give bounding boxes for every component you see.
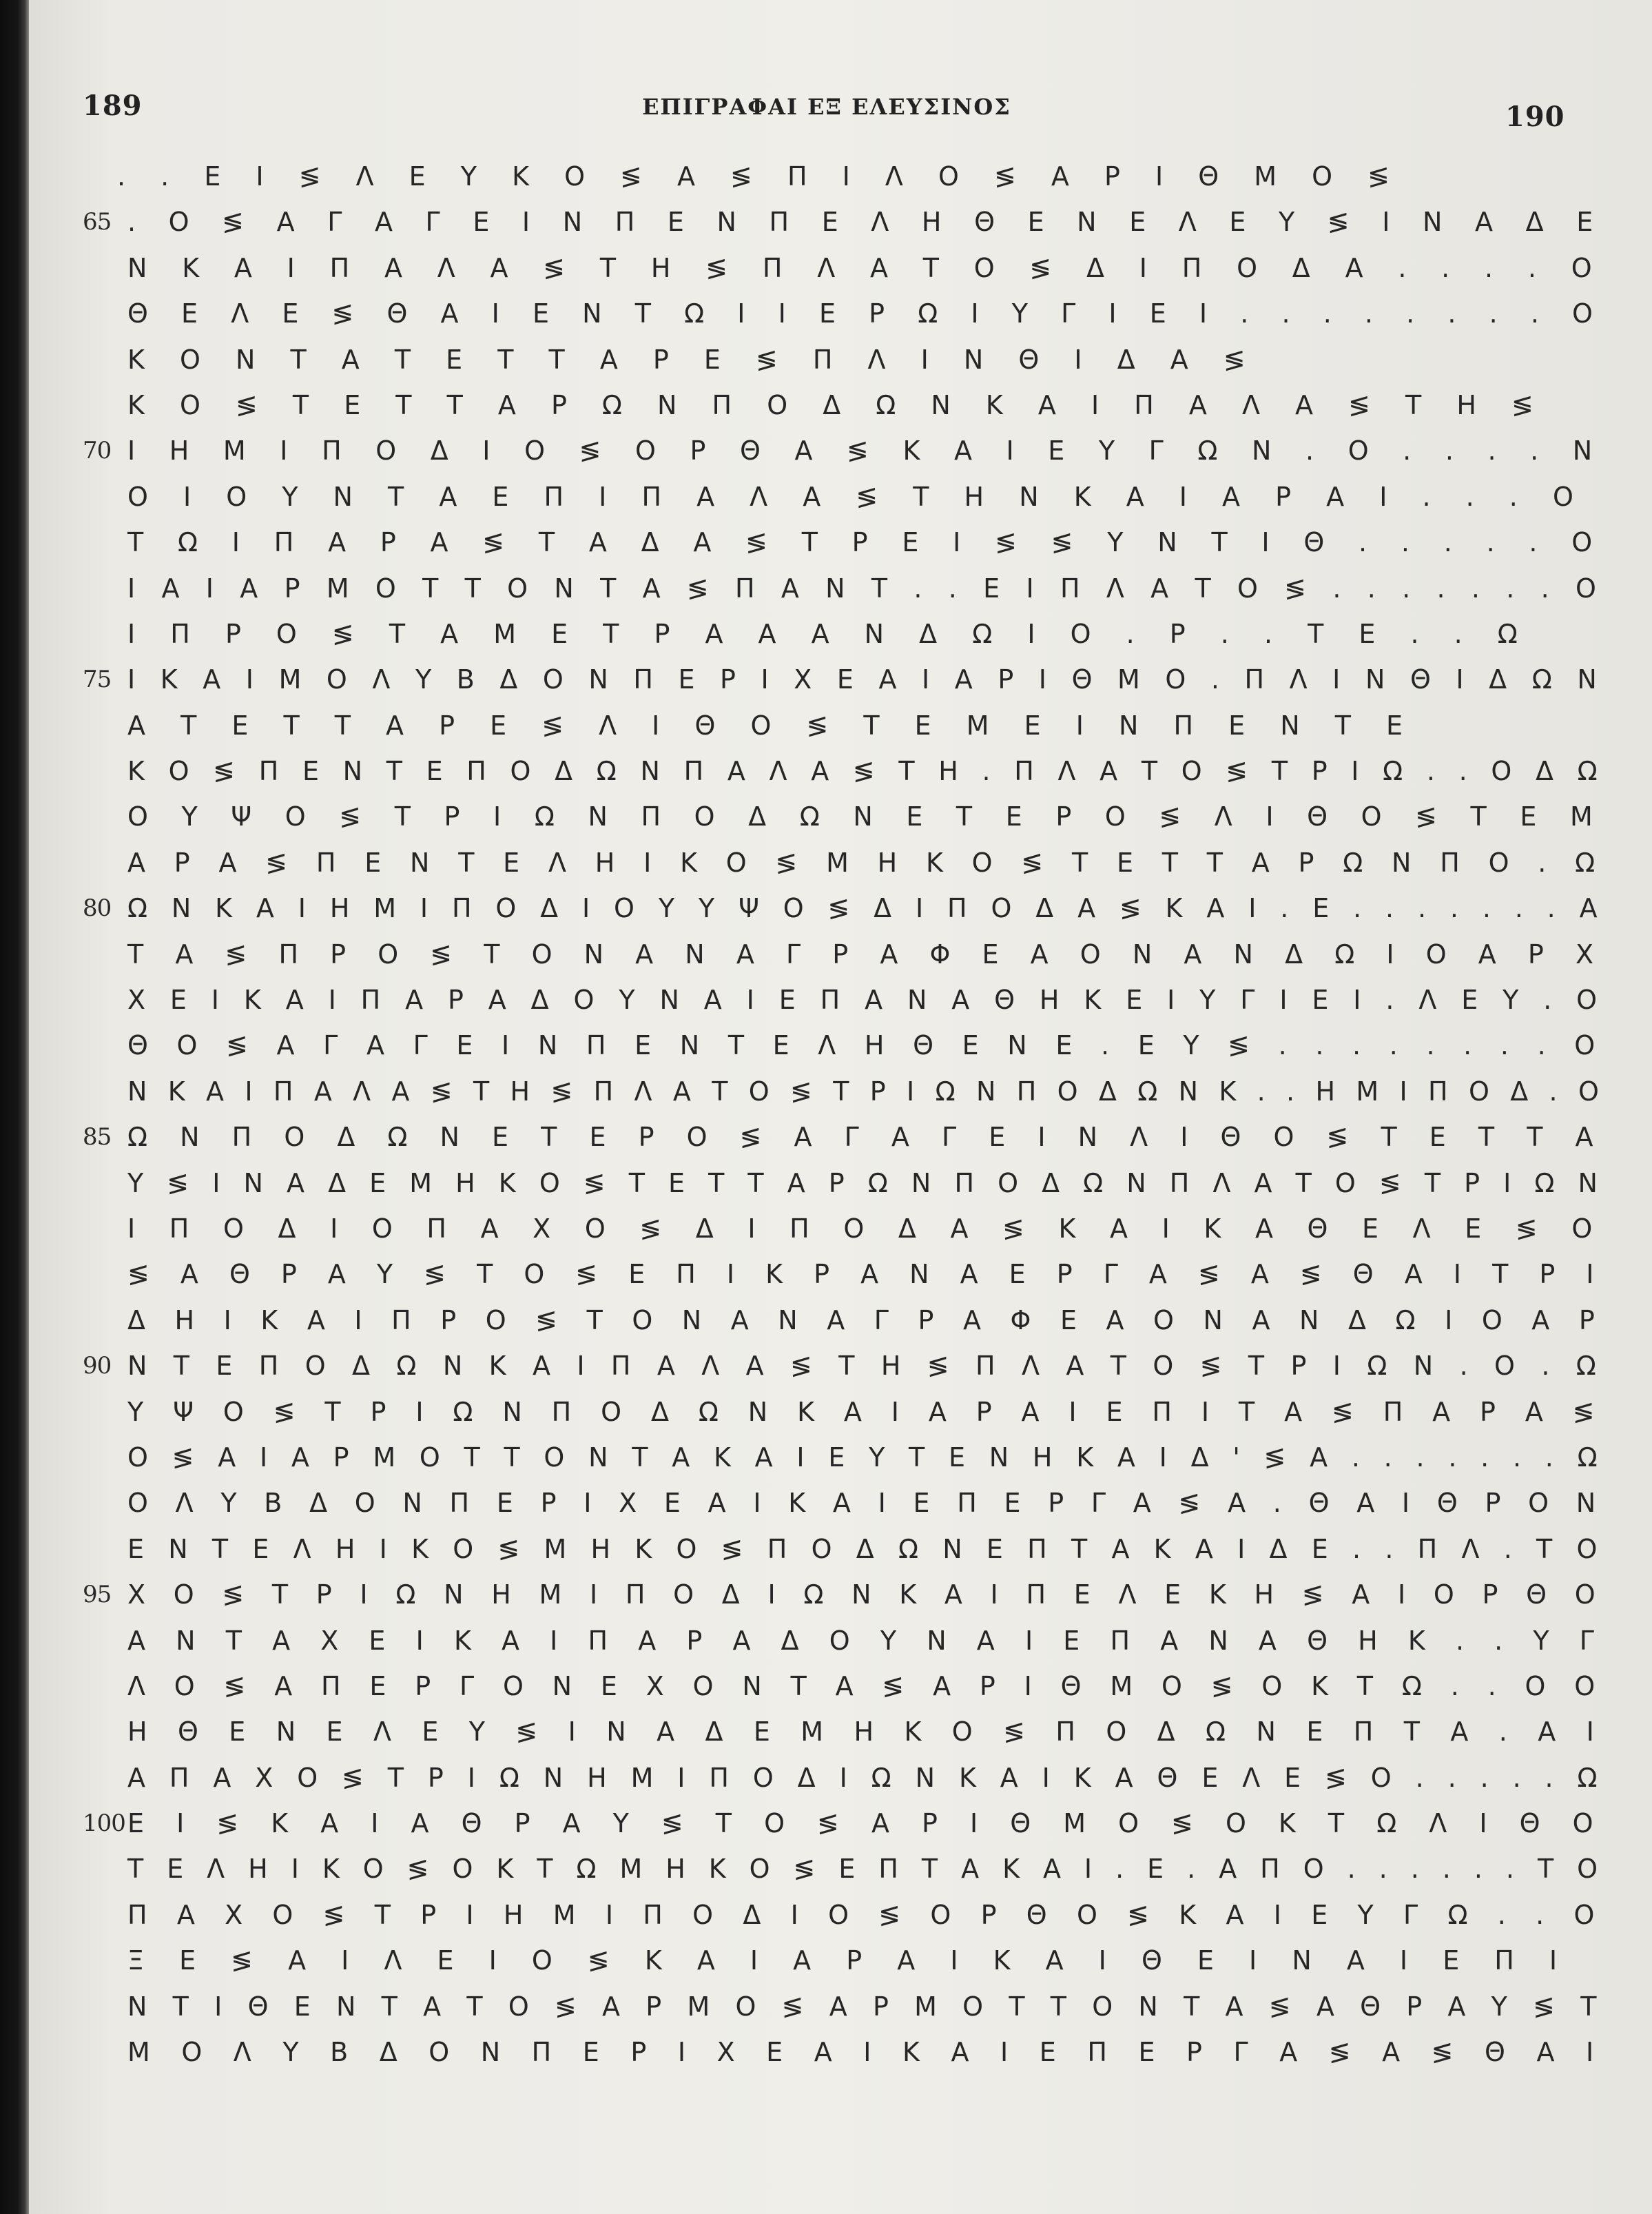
inscription-line [0, 1852, 1652, 1898]
line-text: . Ο ≶ Α Γ Α Γ Ε Ι Ν Π Ε Ν Π Ε Λ Η Θ Ε Ν Ε Λ Ε Υ ≶ Ι Ν Α Δ Ε [127, 207, 1605, 238]
inscription-line [0, 1441, 1652, 1486]
inscription-line [0, 709, 1652, 755]
line-number: 70 [83, 437, 112, 465]
line-number: 90 [83, 1352, 112, 1380]
line-text: . . Ε Ι ≶ Λ Ε Υ Κ Ο ≶ Α ≶ Π Ι Λ Ο ≶ Α Ρ Ι Θ Μ Ο ≶ [117, 161, 1403, 192]
inscription-line [0, 1212, 1652, 1258]
line-text: Α Π Α Χ Ο ≶ Τ Ρ Ι Ω Ν Η Μ Ι Π Ο Δ Ι Ω Ν Κ Α Ι Κ Α Θ Ε Λ Ε ≶ Ο . . . . . Ω [127, 1762, 1605, 1793]
inscription-line [0, 1349, 1652, 1395]
line-text: Η Θ Ε Ν Ε Λ Ε Υ ≶ Ι Ν Α Δ Ε Μ Η Κ Ο ≶ Π Ο Δ Ω Ν Ε Π Τ Α . Α Ι [127, 1716, 1605, 1747]
inscription-line [0, 297, 1652, 342]
line-text: Υ Ψ Ο ≶ Τ Ρ Ι Ω Ν Π Ο Δ Ω Ν Κ Α Ι Α Ρ Α Ι Ε Π Ι Τ Α ≶ Π Α Ρ Α ≶ [127, 1396, 1605, 1427]
line-number: 65 [83, 208, 112, 236]
inscription-line [0, 572, 1652, 617]
inscription-line [0, 1395, 1652, 1441]
line-text: Υ ≶ Ι Ν Α Δ Ε Μ Η Κ Ο ≶ Τ Ε Τ Τ Α Ρ Ω Ν Π Ο Δ Ω Ν Π Λ Α Τ Ο ≶ Τ Ρ Ι Ω Ν [127, 1167, 1605, 1198]
line-text: Ο Υ Ψ Ο ≶ Τ Ρ Ι Ω Ν Π Ο Δ Ω Ν Ε Τ Ε Ρ Ο ≶ Λ Ι Θ Ο ≶ Τ Ε Μ [127, 801, 1605, 832]
inscription-line [0, 938, 1652, 983]
inscription-line [0, 1167, 1652, 1212]
line-text: Θ Ο ≶ Α Γ Α Γ Ε Ι Ν Π Ε Ν Τ Ε Λ Η Θ Ε Ν Ε . Ε Υ ≶ . . . . . . . . Ο [127, 1030, 1605, 1061]
line-text: Α Ρ Α ≶ Π Ε Ν Τ Ε Λ Η Ι Κ Ο ≶ Μ Η Κ Ο ≶ Τ Ε Τ Τ Α Ρ Ω Ν Π Ο . Ω [127, 847, 1605, 878]
line-text: Κ Ο ≶ Π Ε Ν Τ Ε Π Ο Δ Ω Ν Π Α Λ Α ≶ Τ Η . Π Λ Α Τ Ο ≶ Τ Ρ Ι Ω . . Ο Δ Ω [127, 756, 1605, 787]
inscription-line [0, 1120, 1652, 1166]
line-text: Ν Κ Α Ι Π Α Λ Α ≶ Τ Η ≶ Π Λ Α Τ Ο ≶ Δ Ι Π Ο Δ Α . . . . Ο [127, 252, 1605, 283]
line-text: Ο Λ Υ Β Δ Ο Ν Π Ε Ρ Ι Χ Ε Α Ι Κ Α Ι Ε Π Ε Ρ Γ Α ≶ Α . Θ Α Ι Θ Ρ Ο Ν [127, 1488, 1605, 1519]
inscription-line [0, 526, 1652, 571]
inscription-line [0, 1944, 1652, 1989]
line-text: Λ Ο ≶ Α Π Ε Ρ Γ Ο Ν Ε Χ Ο Ν Τ Α ≶ Α Ρ Ι Θ Μ Ο ≶ Ο Κ Τ Ω . . Ο Ο [127, 1670, 1605, 1701]
inscription-line [0, 1304, 1652, 1349]
line-text: Κ Ο Ν Τ Α Τ Ε Τ Τ Α Ρ Ε ≶ Π Λ Ι Ν Θ Ι Δ Α ≶ [127, 344, 1259, 375]
line-text: Ε Ν Τ Ε Λ Η Ι Κ Ο ≶ Μ Η Κ Ο ≶ Π Ο Δ Ω Ν Ε Π Τ Α Κ Α Ι Δ Ε . . Π Λ . Τ Ο [127, 1533, 1605, 1564]
line-text: ≶ Α Θ Ρ Α Υ ≶ Τ Ο ≶ Ε Π Ι Κ Ρ Α Ν Α Ε Ρ Γ Α ≶ Α ≶ Θ Α Ι Τ Ρ Ι [127, 1259, 1605, 1290]
inscription-line [0, 1533, 1652, 1578]
inscription-line [0, 1624, 1652, 1670]
line-text: Δ Η Ι Κ Α Ι Π Ρ Ο ≶ Τ Ο Ν Α Ν Α Γ Ρ Α Φ Ε Α Ο Ν Α Ν Δ Ω Ι Ο Α Ρ [127, 1304, 1605, 1335]
inscription-line [0, 983, 1652, 1029]
inscription-line [0, 480, 1652, 526]
inscription-line [0, 617, 1652, 663]
inscription-line [0, 1029, 1652, 1074]
line-text: Ι Π Ρ Ο ≶ Τ Α Μ Ε Τ Ρ Α Α Α Ν Δ Ω Ι Ο . Ρ . . Τ Ε . . Ω [127, 618, 1531, 649]
line-text: Τ Ω Ι Π Α Ρ Α ≶ Τ Α Δ Α ≶ Τ Ρ Ε Ι ≶ ≶ Υ Ν Τ Ι Θ . . . . . Ο [127, 527, 1605, 558]
inscription-line [0, 389, 1652, 434]
left-page-number: 189 [83, 90, 143, 122]
line-text: Ι Π Ο Δ Ι Ο Π Α Χ Ο ≶ Δ Ι Π Ο Δ Α ≶ Κ Α Ι Κ Α Θ Ε Λ Ε ≶ Ο [127, 1213, 1605, 1244]
inscription-line [0, 1715, 1652, 1761]
line-text: Ν Τ Ε Π Ο Δ Ω Ν Κ Α Ι Π Α Λ Α ≶ Τ Η ≶ Π Λ Α Τ Ο ≶ Τ Ρ Ι Ω Ν . Ο . Ω [127, 1351, 1605, 1382]
inscription-line [0, 755, 1652, 800]
running-title: ΕΠΙΓΡΑΦΑΙ ΕΞ ΕΛΕΥΣΙΝΟΣ [642, 94, 1011, 120]
line-text: Χ Ε Ι Κ Α Ι Π Α Ρ Α Δ Ο Υ Ν Α Ι Ε Π Α Ν Α Θ Η Κ Ε Ι Υ Γ Ι Ε Ι . Λ Ε Υ . Ο [127, 985, 1605, 1016]
page-header [0, 90, 1652, 145]
inscription-line [0, 1578, 1652, 1623]
inscription-line [0, 1898, 1652, 1944]
line-text: Ξ Ε ≶ Α Ι Λ Ε Ι Ο ≶ Κ Α Ι Α Ρ Α Ι Κ Α Ι Θ Ε Ι Ν Α Ι Ε Π Ι [127, 1945, 1571, 1976]
inscription-line [0, 2036, 1652, 2081]
inscription-line [0, 160, 1652, 205]
inscription-line [0, 1761, 1652, 1807]
inscription-line [0, 892, 1652, 937]
inscription-line [0, 1258, 1652, 1303]
inscription-line [0, 800, 1652, 845]
inscription-line [0, 434, 1652, 480]
line-text: Ι Η Μ Ι Π Ο Δ Ι Ο ≶ Ο Ρ Θ Α ≶ Κ Α Ι Ε Υ Γ Ω Ν . Ο . . . . Ν [127, 435, 1605, 467]
inscription-line [0, 1670, 1652, 1715]
inscription-line [0, 1486, 1652, 1532]
line-text: Ε Ι ≶ Κ Α Ι Α Θ Ρ Α Υ ≶ Τ Ο ≶ Α Ρ Ι Θ Μ Ο ≶ Ο Κ Τ Ω Λ Ι Θ Ο [127, 1808, 1605, 1839]
line-text: Ο Ι Ο Υ Ν Τ Α Ε Π Ι Π Α Λ Α ≶ Τ Η Ν Κ Α Ι Α Ρ Α Ι . . . Ο [127, 481, 1587, 512]
inscription-line [0, 1990, 1652, 2036]
line-text: Ι Κ Α Ι Μ Ο Λ Υ Β Δ Ο Ν Π Ε Ρ Ι Χ Ε Α Ι Α Ρ Ι Θ Μ Ο . Π Λ Ι Ν Θ Ι Δ Ω Ν [127, 664, 1605, 695]
line-text: Ι Α Ι Α Ρ Μ Ο Τ Τ Ο Ν Τ Α ≶ Π Α Ν Τ . . Ε Ι Π Λ Α Τ Ο ≶ . . . . . . . Ο [127, 573, 1605, 604]
right-page-number: 190 [1505, 101, 1565, 133]
inscription-line [0, 252, 1652, 297]
line-text: Χ Ο ≶ Τ Ρ Ι Ω Ν Η Μ Ι Π Ο Δ Ι Ω Ν Κ Α Ι Π Ε Λ Ε Κ Η ≶ Α Ι Ο Ρ Θ Ο [127, 1579, 1605, 1610]
inscription-line [0, 1807, 1652, 1852]
inscription-line [0, 205, 1652, 251]
line-text: Ω Ν Κ Α Ι Η Μ Ι Π Ο Δ Ι Ο Υ Υ Ψ Ο ≶ Δ Ι Π Ο Δ Α ≶ Κ Α Ι . Ε . . . . . . . Α [127, 893, 1605, 924]
line-text: Ο ≶ Α Ι Α Ρ Μ Ο Τ Τ Ο Ν Τ Α Κ Α Ι Ε Υ Τ Ε Ν Η Κ Α Ι Δ ' ≶ Α . . . . . . . Ω [127, 1442, 1605, 1473]
inscription-line [0, 343, 1652, 389]
inscription-line [0, 1075, 1652, 1120]
line-text: Ω Ν Π Ο Δ Ω Ν Ε Τ Ε Ρ Ο ≶ Α Γ Α Γ Ε Ι Ν Λ Ι Θ Ο ≶ Τ Ε Τ Τ Α [127, 1122, 1605, 1153]
line-text: Π Α Χ Ο ≶ Τ Ρ Ι Η Μ Ι Π Ο Δ Ι Ο ≶ Ο Ρ Θ Ο ≶ Κ Α Ι Ε Υ Γ Ω . . Ο [127, 1899, 1605, 1930]
line-number: 85 [83, 1123, 112, 1151]
line-text: Τ Ε Λ Η Ι Κ Ο ≶ Ο Κ Τ Ω Μ Η Κ Ο ≶ Ε Π Τ Α Κ Α Ι . Ε . Α Π Ο . . . . . . Τ Ο [127, 1854, 1605, 1885]
line-text: Α Ν Τ Α Χ Ε Ι Κ Α Ι Π Α Ρ Α Δ Ο Υ Ν Α Ι Ε Π Α Ν Α Θ Η Κ . . Υ Γ [127, 1625, 1605, 1656]
line-text: Ν Τ Ι Θ Ε Ν Τ Α Τ Ο ≶ Α Ρ Μ Ο ≶ Α Ρ Μ Ο Τ Τ Ο Ν Τ Α ≶ Α Θ Ρ Α Υ ≶ Τ [127, 1991, 1605, 2022]
inscription-line [0, 846, 1652, 892]
inscription-text [0, 160, 1652, 2081]
line-text: Τ Α ≶ Π Ρ Ο ≶ Τ Ο Ν Α Ν Α Γ Ρ Α Φ Ε Α Ο Ν Α Ν Δ Ω Ι Ο Α Ρ Χ [127, 939, 1605, 970]
line-number: 75 [83, 666, 112, 694]
inscription-line [0, 663, 1652, 708]
line-text: Κ Ο ≶ Τ Ε Τ Τ Α Ρ Ω Ν Π Ο Δ Ω Ν Κ Α Ι Π Α Λ Α ≶ Τ Η ≶ [127, 389, 1547, 420]
line-number: 100 [83, 1810, 125, 1838]
line-number: 80 [83, 894, 112, 923]
line-text: Ν Κ Α Ι Π Α Λ Α ≶ Τ Η ≶ Π Λ Α Τ Ο ≶ Τ Ρ Ι Ω Ν Π Ο Δ Ω Ν Κ . . Η Μ Ι Π Ο Δ . Ο [127, 1076, 1605, 1107]
line-number: 95 [83, 1581, 112, 1609]
line-text: Α Τ Ε Τ Τ Α Ρ Ε ≶ Λ Ι Θ Ο ≶ Τ Ε Μ Ε Ι Ν Π Ε Ν Τ Ε [127, 710, 1416, 741]
line-text: Θ Ε Λ Ε ≶ Θ Α Ι Ε Ν Τ Ω Ι Ι Ε Ρ Ω Ι Υ Γ Ι Ε Ι . . . . . . . . Ο [127, 298, 1605, 329]
line-text: Μ Ο Λ Υ Β Δ Ο Ν Π Ε Ρ Ι Χ Ε Α Ι Κ Α Ι Ε Π Ε Ρ Γ Α ≶ Α ≶ Θ Α Ι [127, 2037, 1605, 2068]
